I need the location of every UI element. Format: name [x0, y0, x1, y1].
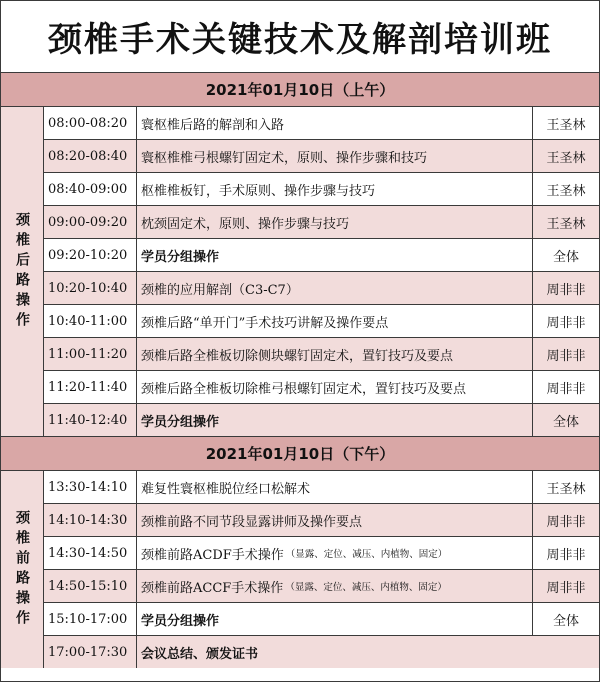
- time-cell: 10:20-10:40: [44, 272, 137, 304]
- schedule-row: [44, 239, 599, 272]
- side-category-morning: [1, 107, 44, 436]
- topic-note: （显露、定位、减压、内植物、固定）: [285, 582, 447, 593]
- speaker-cell: 周非非: [546, 547, 586, 563]
- time-cell: 17:00-17:30: [44, 636, 137, 668]
- schedule-row: [44, 504, 599, 537]
- speaker-cell: 全体: [552, 613, 579, 629]
- speaker-cell: 周非非: [546, 348, 586, 364]
- time-cell: 08:00-08:20: [44, 107, 137, 139]
- topic-cell: 枢椎椎板钉，手术原则、操作步骤与技巧: [137, 173, 533, 205]
- schedule-row: [44, 636, 599, 668]
- schedule-rows-morning: [44, 107, 599, 436]
- speaker-cell: 周非非: [546, 282, 586, 298]
- topic-cell: 颈椎后路全椎板切除侧块螺钉固定术，置钉技巧及要点: [137, 338, 533, 370]
- side-category-afternoon: [1, 471, 44, 668]
- time-cell: 15:10-17:00: [44, 603, 137, 635]
- schedule-rows-afternoon: [44, 471, 599, 668]
- side-category-label: 颈椎后路操作: [14, 211, 30, 332]
- schedule-row: [44, 206, 599, 239]
- topic-cell: [137, 537, 533, 569]
- schedule-row: [44, 404, 599, 436]
- time-cell: 14:10-14:30: [44, 504, 137, 536]
- topic-cell: 颈椎后路“单开门”手术技巧讲解及操作要点: [137, 305, 533, 337]
- speaker-cell: 王圣林: [546, 216, 586, 232]
- speaker-cell: 周非非: [546, 514, 586, 530]
- schedule-row: [44, 173, 599, 206]
- topic-cell: 学员分组操作: [137, 603, 533, 635]
- topic-cell: 颈椎的应用解剖（C3-C7）: [137, 272, 533, 304]
- schedule-row: [44, 471, 599, 504]
- time-cell: 08:40-09:00: [44, 173, 137, 205]
- topic-cell: 会议总结、颁发证书: [141, 646, 259, 662]
- schedule-row: [44, 570, 599, 603]
- time-cell: 11:20-11:40: [44, 371, 137, 403]
- time-cell: 10:40-11:00: [44, 305, 137, 337]
- session-header-afternoon: 2021年01月10日（下午）: [1, 437, 599, 471]
- topic-note: （显露、定位、减压、内植物、固定）: [285, 549, 448, 560]
- time-cell: 11:00-11:20: [44, 338, 137, 370]
- speaker-cell: 全体: [552, 249, 579, 265]
- session-block-afternoon: [1, 471, 599, 668]
- page-title: 颈椎手术关键技术及解剖培训班: [1, 1, 599, 73]
- speaker-cell: 王圣林: [546, 481, 586, 497]
- schedule-row: [44, 140, 599, 173]
- session-block-morning: [1, 107, 599, 437]
- time-cell: 09:00-09:20: [44, 206, 137, 238]
- speaker-cell: 王圣林: [546, 117, 586, 133]
- schedule-row: [44, 371, 599, 404]
- schedule-row: [44, 272, 599, 305]
- topic-cell: 寰枢椎椎弓根螺钉固定术，原则、操作步骤和技巧: [137, 140, 533, 172]
- topic-cell: [137, 570, 533, 602]
- topic-cell: 颈椎后路全椎板切除椎弓根螺钉固定术，置钉技巧及要点: [137, 371, 533, 403]
- topic-cell: 学员分组操作: [137, 404, 533, 436]
- speaker-cell: 全体: [552, 414, 579, 430]
- time-cell: 09:20-10:20: [44, 239, 137, 271]
- topic-cell: 寰枢椎后路的解剖和入路: [137, 107, 533, 139]
- time-cell: 14:30-14:50: [44, 537, 137, 569]
- speaker-cell: 周非非: [546, 580, 586, 596]
- topic-cell: 学员分组操作: [137, 239, 533, 271]
- speaker-cell: 王圣林: [546, 150, 586, 166]
- schedule-row: [44, 305, 599, 338]
- schedule-row: [44, 107, 599, 140]
- topic-cell: 颈椎前路不同节段显露讲师及操作要点: [137, 504, 533, 536]
- side-category-label: 颈椎前路操作: [14, 509, 30, 630]
- time-cell: 13:30-14:10: [44, 471, 137, 503]
- topic-text: 颈椎前路ACDF手术操作: [141, 547, 284, 563]
- topic-text: 颈椎前路ACCF手术操作: [141, 580, 284, 596]
- time-cell: 08:20-08:40: [44, 140, 137, 172]
- time-cell: 14:50-15:10: [44, 570, 137, 602]
- time-cell: 11:40-12:40: [44, 404, 137, 436]
- session-header-morning: 2021年01月10日（上午）: [1, 73, 599, 107]
- speaker-cell: 王圣林: [546, 183, 586, 199]
- schedule-row: [44, 603, 599, 636]
- schedule-row: [44, 537, 599, 570]
- schedule-row: [44, 338, 599, 371]
- topic-cell: 枕颈固定术，原则、操作步骤与技巧: [137, 206, 533, 238]
- speaker-cell: 周非非: [546, 381, 586, 397]
- topic-cell: 难复性寰枢椎脱位经口松解术: [137, 471, 533, 503]
- speaker-cell: 周非非: [546, 315, 586, 331]
